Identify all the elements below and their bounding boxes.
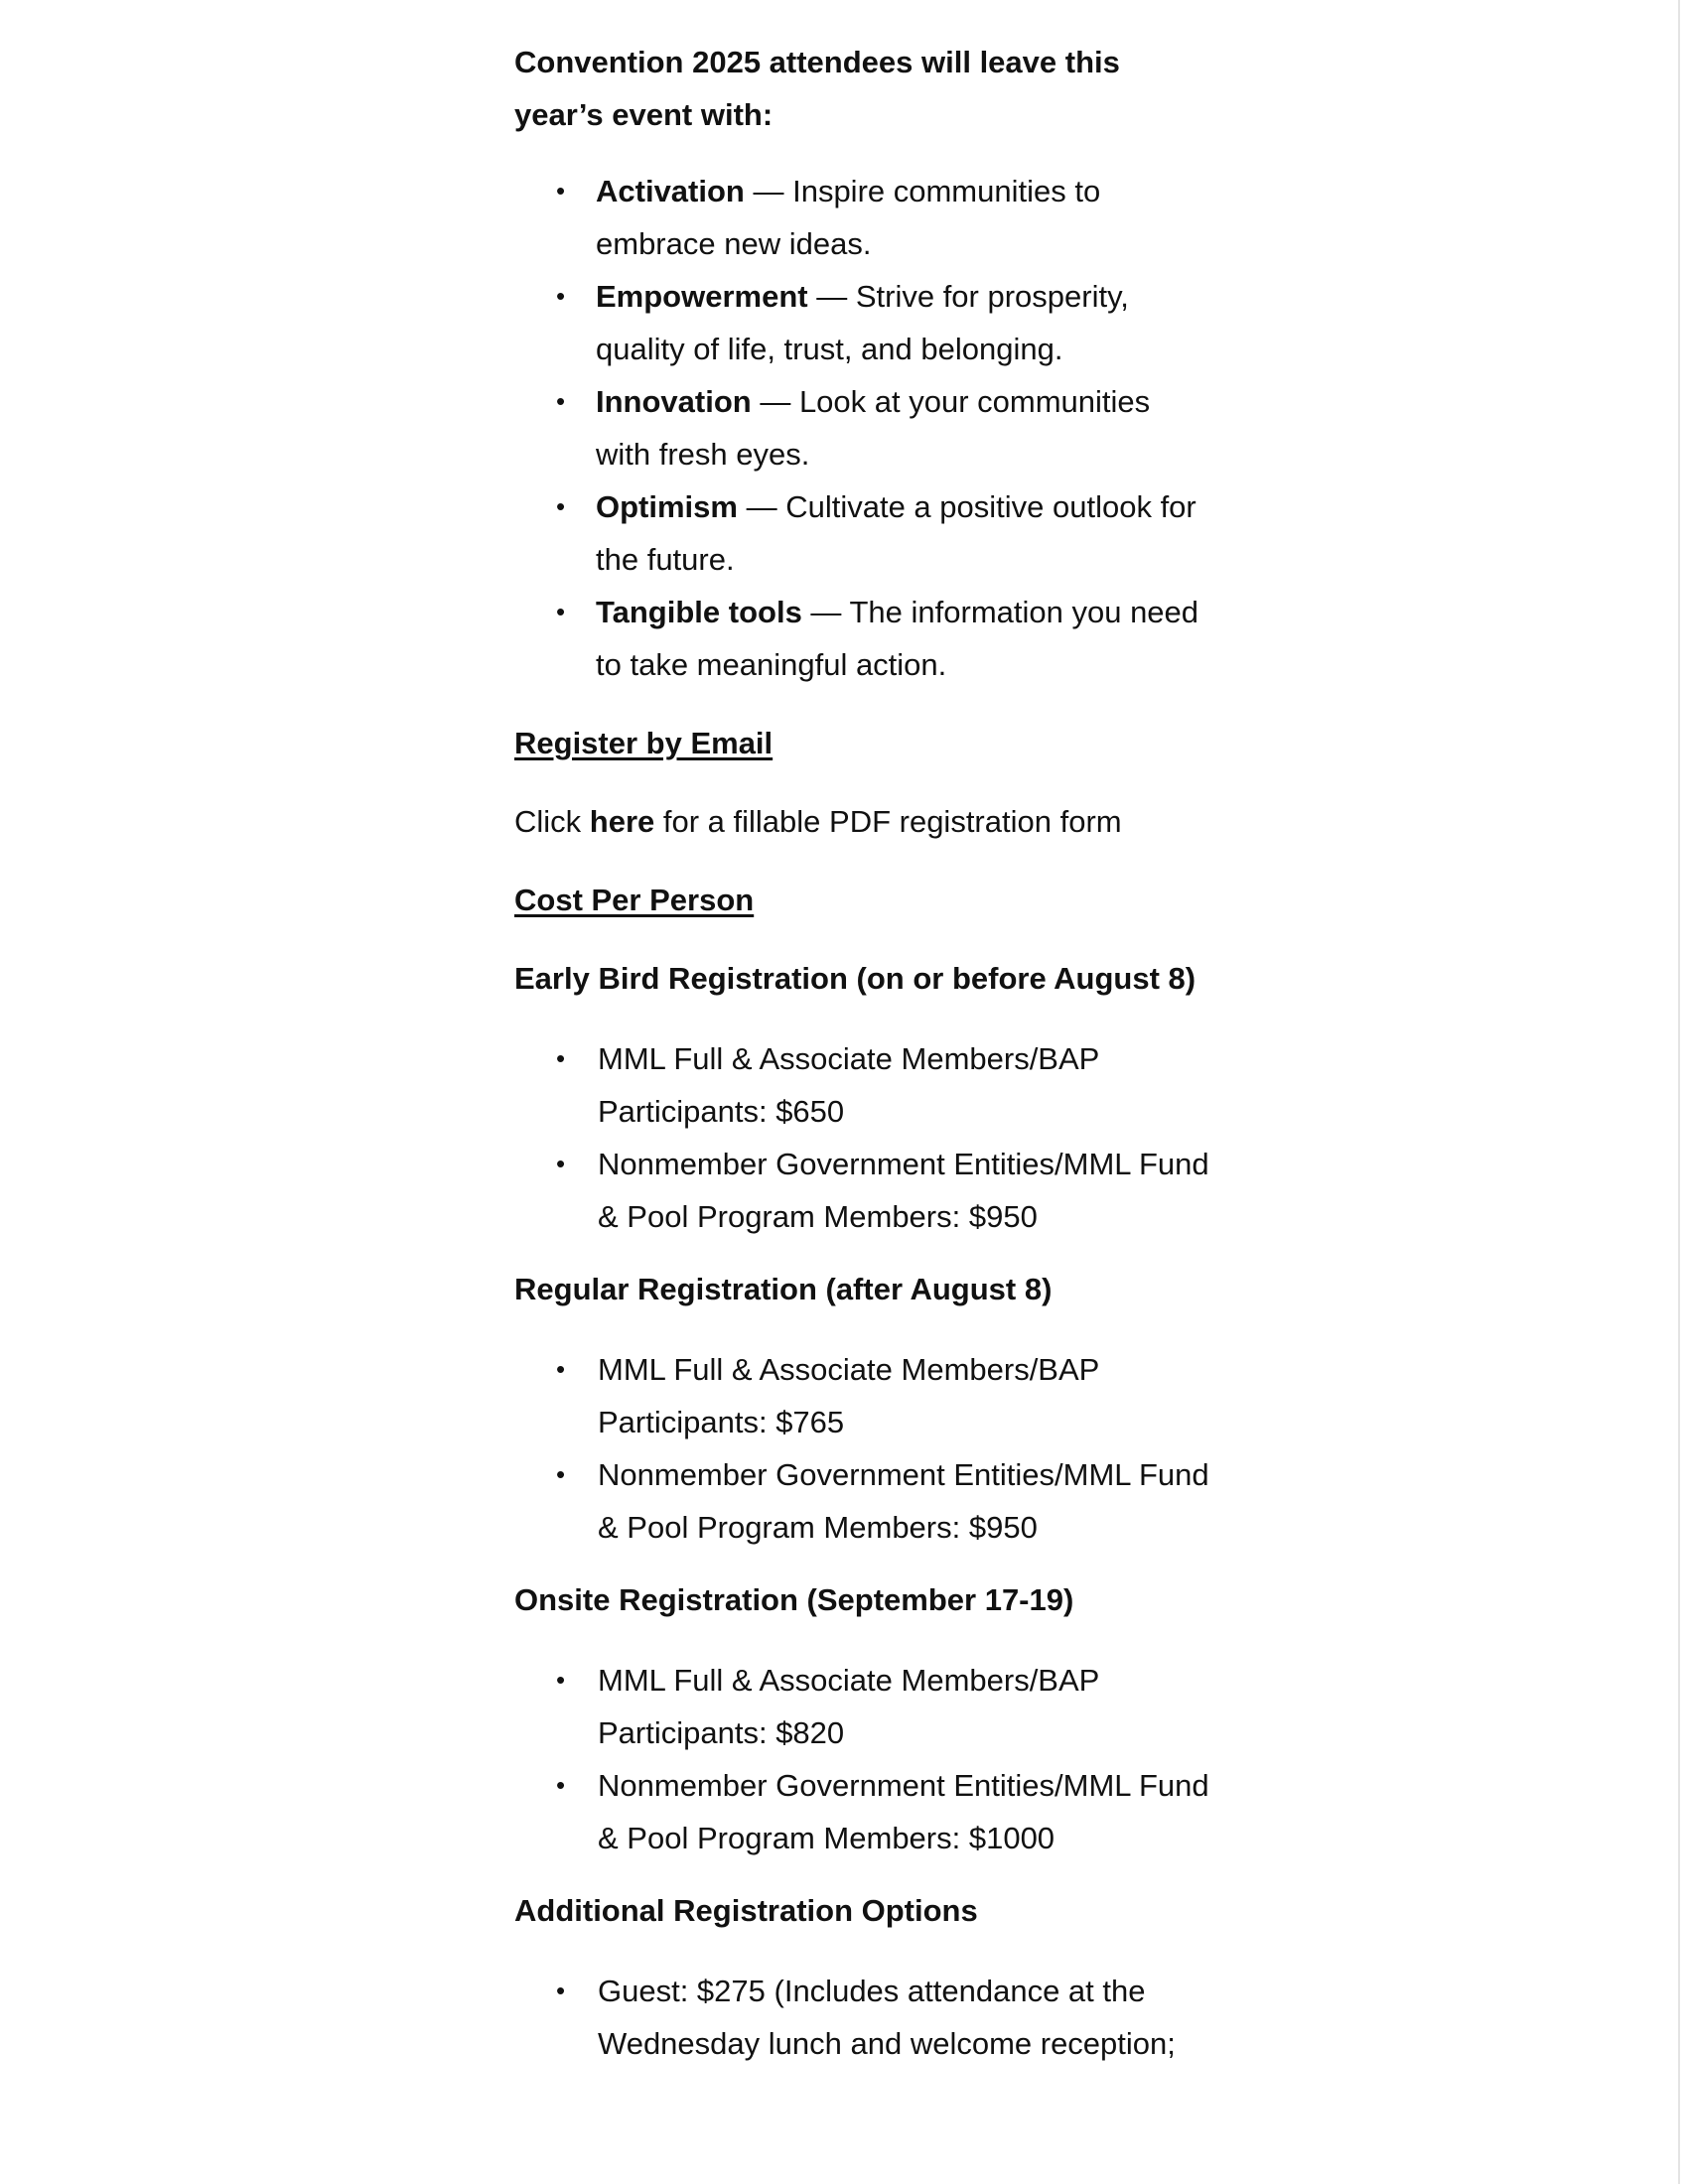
document-page	[514, 36, 1209, 2090]
register-heading: Register by Email	[514, 726, 774, 760]
tier-heading-early-bird: Early Bird Registration (on or before August 8)	[514, 961, 1196, 996]
early-bird-list	[514, 1032, 1209, 1243]
tier-heading-regular: Regular Registration (after August 8)	[514, 1272, 1053, 1306]
bullet-icon: •	[556, 597, 566, 626]
price-item: Nonmember Government Entities/MML Fund & Pool Program Members: $950	[598, 1147, 1209, 1234]
register-text-post: for a fillable PDF registration form	[654, 804, 1122, 839]
price-item: MML Full & Associate Members/BAP Participants: $765	[598, 1352, 1099, 1439]
outcome-desc: — Inspire communities to embrace new ideas.	[596, 174, 1101, 261]
bullet-icon: •	[556, 1665, 566, 1695]
outcome-desc: — Cultivate a positive outlook for the future.	[596, 489, 1196, 577]
register-instruction	[514, 795, 1209, 848]
list-item	[514, 165, 1209, 270]
bullet-icon: •	[556, 1770, 566, 1800]
bullet-icon: •	[556, 1043, 566, 1073]
bullet-icon: •	[556, 176, 566, 205]
list-item	[514, 375, 1209, 480]
register-text-pre: Click	[514, 804, 590, 839]
outcome-term: Tangible tools	[596, 595, 802, 629]
list-item	[514, 1032, 1209, 1138]
list-item	[514, 480, 1209, 586]
outcomes-list	[514, 165, 1209, 691]
outcome-term: Empowerment	[596, 279, 808, 314]
list-item	[514, 1759, 1209, 1864]
additional-list	[514, 1965, 1209, 2070]
list-item	[514, 1138, 1209, 1243]
price-item: Nonmember Government Entities/MML Fund & Pool Program Members: $1000	[598, 1768, 1209, 1855]
outcome-desc: — Strive for prosperity, quality of life, trust, and belonging.	[596, 279, 1129, 366]
price-item: MML Full & Associate Members/BAP Participants: $820	[598, 1663, 1099, 1750]
price-item: Guest: $275 (Includes attendance at the Wednesday lunch and welcome reception;	[598, 1974, 1176, 2061]
bullet-icon: •	[556, 1976, 566, 2005]
bullet-icon: •	[556, 1149, 566, 1178]
bullet-icon: •	[556, 281, 566, 311]
register-here-link[interactable]: here	[589, 804, 655, 839]
tier-heading-additional: Additional Registration Options	[514, 1893, 978, 1928]
page-edge	[1678, 0, 1680, 2184]
outcome-term: Optimism	[596, 489, 738, 524]
list-item	[514, 1965, 1209, 2070]
tier-heading-onsite: Onsite Registration (September 17-19)	[514, 1582, 1074, 1617]
list-item	[514, 1448, 1209, 1554]
cost-heading: Cost Per Person	[514, 883, 755, 917]
onsite-list	[514, 1654, 1209, 1864]
list-item	[514, 1343, 1209, 1448]
outcome-term: Activation	[596, 174, 745, 208]
bullet-icon: •	[556, 1459, 566, 1489]
outcome-desc: — Look at your communities with fresh eyes.	[596, 384, 1151, 472]
bullet-icon: •	[556, 491, 566, 521]
regular-list	[514, 1343, 1209, 1554]
bullet-icon: •	[556, 386, 566, 416]
intro-heading: Convention 2025 attendees will leave this year’s event with:	[514, 45, 1120, 132]
price-item: MML Full & Associate Members/BAP Participants: $650	[598, 1041, 1099, 1129]
outcome-desc: — The information you need to take meaningful action.	[596, 595, 1199, 682]
list-item	[514, 270, 1209, 375]
price-item: Nonmember Government Entities/MML Fund & Pool Program Members: $950	[598, 1457, 1209, 1545]
list-item	[514, 586, 1209, 691]
outcome-term: Innovation	[596, 384, 752, 419]
bullet-icon: •	[556, 1354, 566, 1384]
list-item	[514, 1654, 1209, 1759]
